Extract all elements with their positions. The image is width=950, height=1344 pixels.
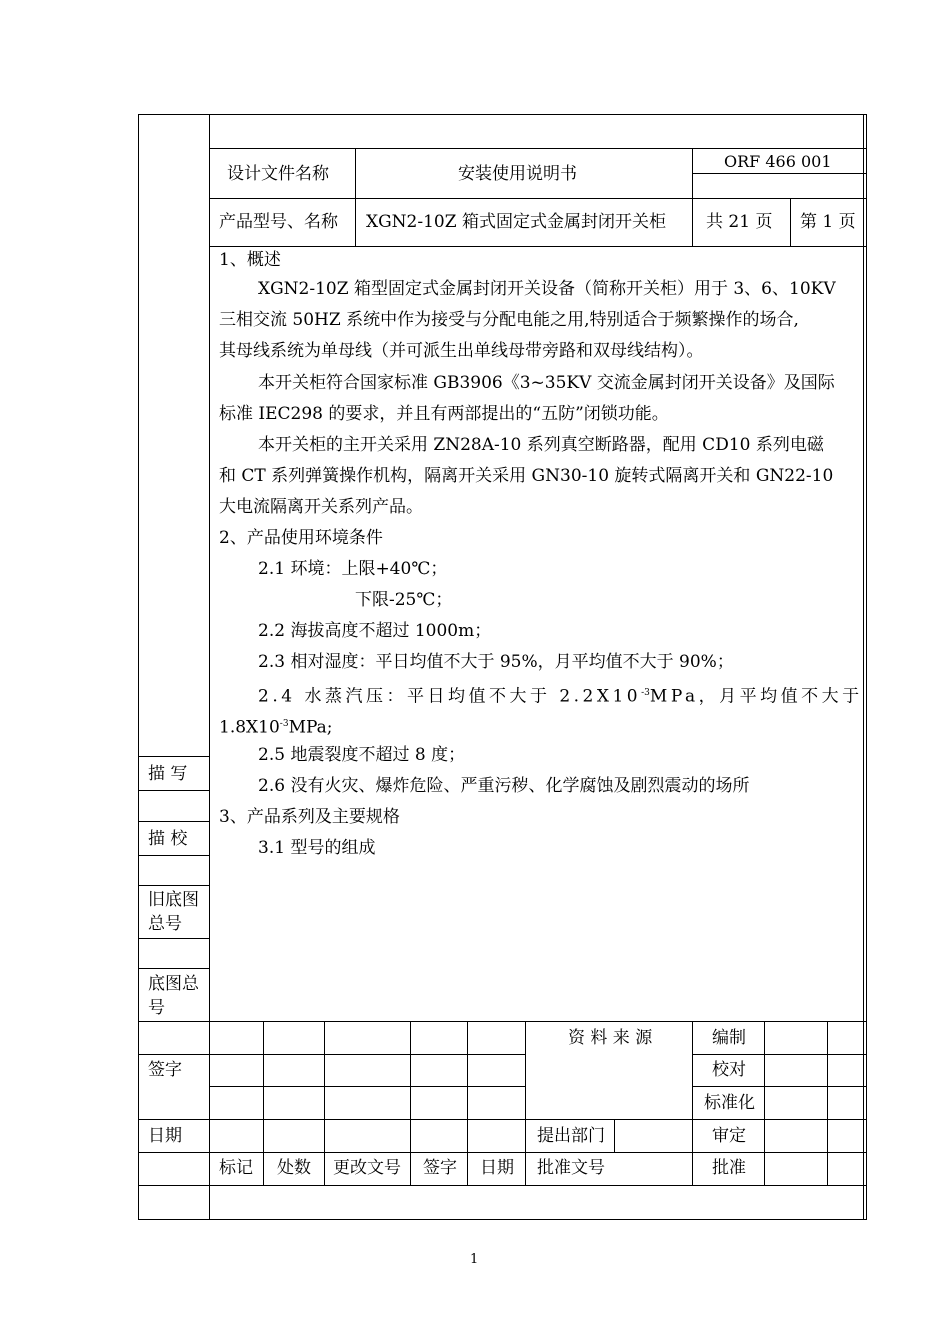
header-row-line-4 [209, 246, 867, 247]
body-line-2: 三相交流 50HZ 系统中作为接受与分配电能之用,特别适合于频繁操作的场合, [219, 310, 799, 330]
env-2-4 [258, 683, 863, 707]
body-line-3: 其母线系统为单母线（并可派生出单线母带旁路和双母线结构）。 [219, 341, 704, 361]
header-col-line-1 [355, 148, 356, 247]
env-2-1: 2.1 环境：上限+40℃； [258, 559, 448, 579]
env-2-2: 2.2 海拔高度不超过 1000m； [258, 621, 492, 641]
env-2-4-cont-exponent: -3 [279, 719, 289, 729]
margin-trace-label: 描 写 [148, 764, 188, 784]
tb-proofread: 校对 [712, 1060, 746, 1080]
env-2-4-text-b: MPa，月平均值不大于 [649, 686, 863, 707]
tb-col-9 [827, 1021, 828, 1186]
body-line-1: XGN2-10Z 箱型固定式金属封闭开关设备（简称开关柜）用于 3、6、10KV [258, 279, 836, 299]
section-3-heading: 3、产品系列及主要规格 [219, 807, 400, 827]
page-no: 第 1 页 [800, 212, 856, 232]
body-line-7: 和 CT 系列弹簧操作机构，隔离开关采用 GN30-10 旋转式隔离开关和 GN22-10 [219, 466, 834, 486]
section-1-heading: 1、概述 [219, 250, 281, 270]
tb-row-3 [210, 1086, 526, 1087]
margin-line-1 [138, 756, 210, 757]
margin-line-7 [138, 968, 210, 969]
doc-code: ORF 466 001 [724, 152, 832, 171]
env-2-1-lower: 下限-25℃； [355, 590, 453, 610]
margin-line-3 [138, 821, 210, 822]
header-row-line-3 [209, 198, 867, 199]
frame-bottom-line [138, 1219, 867, 1220]
tb-mark: 标记 [219, 1158, 253, 1178]
doc-name-value: 安装使用说明书 [458, 164, 577, 184]
header-col-line-2 [692, 148, 693, 247]
env-2-4-cont-text-a: 1.8X10 [219, 717, 280, 738]
margin-line-6 [138, 938, 210, 939]
tb-approve-doc: 批准文号 [537, 1158, 605, 1178]
tb-approve: 批准 [712, 1158, 746, 1178]
tb-col-3 [410, 1021, 411, 1186]
tb-col-7 [692, 1021, 693, 1186]
tb-row-4 [138, 1119, 867, 1120]
body-line-5: 标准 IEC298 的要求，并且有两部提出的“五防”闭锁功能。 [219, 404, 669, 424]
frame-top-line [138, 114, 867, 115]
margin-old-base-label-1: 旧底图 [148, 890, 199, 910]
header-col-line-3 [790, 198, 791, 247]
page-number: 1 [470, 1252, 479, 1267]
env-2-5: 2.5 地震裂度不超过 8 度； [258, 745, 466, 765]
margin-line-5 [138, 885, 210, 886]
tb-row-6 [138, 1185, 867, 1186]
tb-col-6 [614, 1119, 615, 1153]
tb-change-doc: 更改文号 [333, 1158, 401, 1178]
tb-row-1 [138, 1021, 867, 1022]
tb-row-5 [138, 1152, 867, 1153]
header-row-line-1 [209, 148, 867, 149]
env-2-4-cont-text-b: MPa; [288, 717, 333, 738]
tb-count: 处数 [277, 1158, 311, 1178]
margin-base-label-1: 底图总 [148, 974, 199, 994]
body-line-4: 本开关柜符合国家标准 GB3906《3~35KV 交流金属封闭开关设备》及国际 [258, 373, 835, 393]
tb-sign2: 签字 [423, 1158, 457, 1178]
header-row-line-2 [692, 173, 867, 174]
tb-source: 资 料 来 源 [568, 1028, 653, 1048]
product-label: 产品型号、名称 [219, 212, 338, 232]
env-2-4-cont [219, 714, 855, 738]
margin-line-4 [138, 855, 210, 856]
tb-review: 审定 [712, 1126, 746, 1146]
margin-base-label-2: 号 [148, 998, 165, 1018]
body-line-6: 本开关柜的主开关采用 ZN28A-10 系列真空断路器，配用 CD10 系列电磁 [258, 435, 824, 455]
tb-col-1 [263, 1021, 264, 1186]
tb-sign: 签字 [148, 1060, 182, 1080]
tb-standardize: 标准化 [704, 1093, 755, 1113]
tb-date: 日期 [148, 1126, 182, 1146]
section-2-heading: 2、产品使用环境条件 [219, 528, 383, 548]
doc-name-label: 设计文件名称 [227, 164, 329, 184]
env-2-3: 2.3 相对湿度：平日均值不大于 95%，月平均值不大于 90%； [258, 652, 734, 672]
tb-col-5 [525, 1021, 526, 1186]
tb-row-2b [692, 1054, 867, 1055]
margin-old-base-label-2: 总号 [148, 914, 182, 934]
tb-col-2 [324, 1021, 325, 1186]
tb-col-8 [764, 1021, 765, 1186]
total-pages: 共 21 页 [706, 212, 773, 232]
product-value: XGN2-10Z 箱式固定式金属封闭开关柜 [366, 212, 666, 232]
body-line-8: 大电流隔离开关系列产品。 [219, 497, 423, 517]
margin-check-label: 描 校 [148, 829, 188, 849]
tb-dept: 提出部门 [537, 1126, 605, 1146]
env-2-4-text-a: 2.4 水蒸汽压：平日均值不大于 2.2X10 [258, 686, 642, 707]
tb-row-3b [692, 1086, 867, 1087]
tb-col-4 [467, 1021, 468, 1186]
env-2-6: 2.6 没有火灾、爆炸危险、严重污秽、化学腐蚀及剧烈震动的场所 [258, 776, 750, 796]
tb-date2: 日期 [480, 1158, 514, 1178]
spec-3-1: 3.1 型号的组成 [258, 838, 376, 858]
env-2-4-exponent: -3 [641, 688, 650, 698]
tb-compile: 编制 [712, 1028, 746, 1048]
margin-line-2 [138, 790, 210, 791]
